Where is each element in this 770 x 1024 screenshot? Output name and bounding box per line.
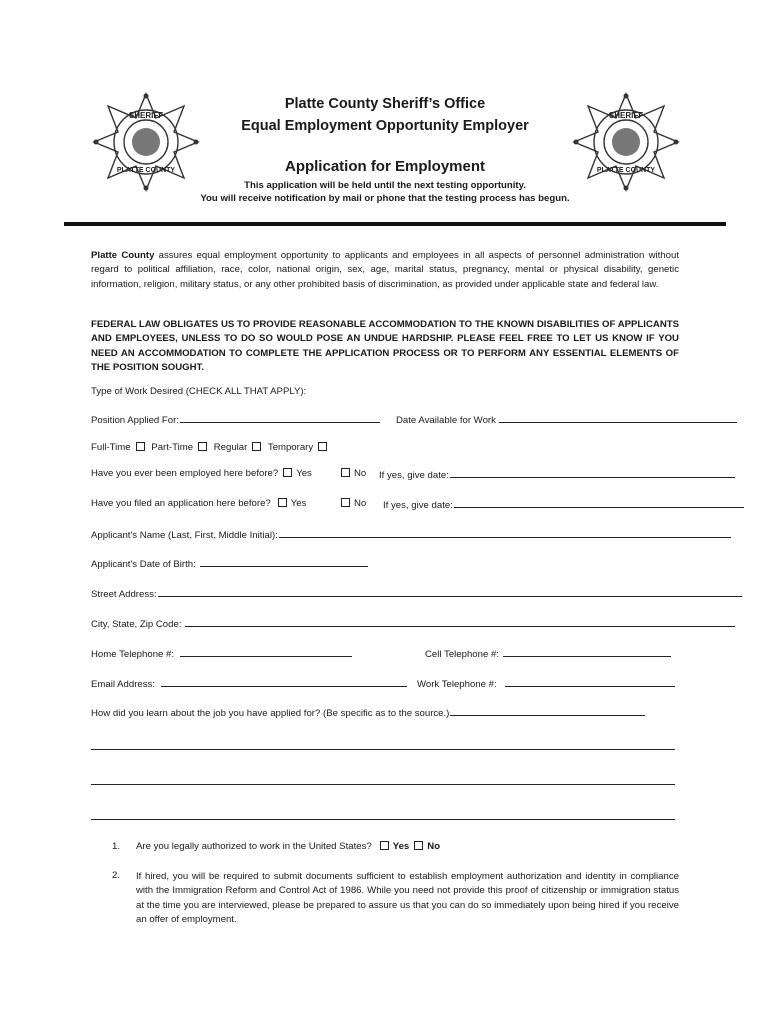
federal-law-notice: FEDERAL LAW OBLIGATES US TO PROVIDE REASONABLE ACCOMMODATION TO THE KNOWN DISABILITIES OF APPLICANTS AND EMPLOYEES, UNLESS TO DO SO WOULD POSE AN UNDUE HARDSHIP. PLEASE FEEL FREE TO LET US KNOW IF YOU NEED AN ACCOMMODATION TO COMPLETE THE APPLICATION PROCESS OR TO PERFORM ANY ESSENTIAL ELEMENTS OF THE POSITION SOUGHT. [91, 319, 679, 374]
employed-no-checkbox[interactable] [341, 468, 350, 477]
answer-line-1[interactable] [91, 749, 675, 750]
date-available-input[interactable] [499, 413, 737, 423]
temporary-checkbox[interactable] [318, 442, 327, 451]
badge-bottom-text: PLATTE COUNTY [116, 167, 176, 174]
office-name: Platte County Sheriff’s Office [284, 96, 486, 112]
how-learned-label: How did you learn about the job you have applied for? (Be specific as to the source.) [91, 708, 450, 719]
applicant-name-label: Applicant's Name (Last, First, Middle Initial): [91, 530, 278, 541]
city-state-zip-input[interactable] [185, 617, 735, 627]
notification-note: You will receive notification by mail or phone that the testing process has begun. [200, 193, 570, 204]
filed-yes-checkbox[interactable] [278, 498, 287, 507]
type-of-work-label: Type of Work Desired (CHECK ALL THAT APPLY): [91, 386, 307, 397]
how-learned-input[interactable] [450, 706, 645, 716]
question-1-text: Are you legally authorized to work in the United States? [136, 841, 372, 852]
home-phone-input[interactable] [180, 647, 352, 657]
filed-date-input[interactable] [454, 498, 744, 508]
position-label: Position Applied For: [91, 415, 179, 426]
badge-bottom-text: PLATTE COUNTY [596, 167, 656, 174]
employed-yes-checkbox[interactable] [283, 468, 292, 477]
badge-top-text: SHERIFF [608, 111, 644, 120]
question-2-text: If hired, you will be required to submit documents sufficient to establish employment authorization and identity in compliance with the Immigration Reform and Control Act of 1986. While you need not provide this proof of citizenship or immigration status at the time you are interviewed, please be prepared to assure us that you can do so immediately upon being hired if you receive an offer of employment. [136, 871, 679, 926]
filed-no-checkbox[interactable] [341, 498, 350, 507]
filed-yes-label: Yes [290, 498, 307, 509]
street-address-input[interactable] [158, 587, 742, 597]
dob-label: Applicant's Date of Birth: [91, 559, 196, 570]
regular-checkbox[interactable] [252, 442, 261, 451]
part-time-label: Part-Time [151, 442, 194, 453]
header-divider [64, 222, 726, 226]
authorized-no-checkbox[interactable] [414, 841, 423, 850]
policy-text: assures equal employment opportunity to applicants and employees in all aspects of personnel administration without regard to political affiliation, race, color, national origin, sex, age, marital status, pregnancy, mental or physical disability, genetic information, religion, military status, or any other prohibited basis of discrimination, as provided under applicable state and federal law. [91, 250, 679, 290]
city-state-zip-label: City, State, Zip Code: [91, 619, 182, 630]
employed-before-label: Have you ever been employed here before? [91, 468, 279, 479]
work-phone-input[interactable] [505, 677, 675, 687]
employed-date-input[interactable] [450, 468, 735, 478]
filed-date-label: If yes, give date: [383, 500, 453, 511]
question-1-number: 1. [112, 841, 121, 852]
county-name: Platte County [91, 250, 155, 261]
authorized-yes-label: Yes [392, 841, 410, 852]
regular-label: Regular [213, 442, 248, 453]
full-time-label: Full-Time [91, 442, 131, 453]
eeo-policy-paragraph [91, 249, 679, 292]
temporary-label: Temporary [267, 442, 314, 453]
street-address-label: Street Address: [91, 589, 157, 600]
email-label: Email Address: [91, 679, 155, 690]
employed-no-label: No [354, 468, 367, 479]
question-2-number: 2. [112, 870, 121, 881]
page-title: Application for Employment [284, 158, 485, 175]
full-time-checkbox[interactable] [136, 442, 145, 451]
employed-date-label: If yes, give date: [379, 470, 449, 481]
home-phone-label: Home Telephone #: [91, 649, 175, 660]
cell-phone-label: Cell Telephone #: [425, 649, 499, 660]
dob-input[interactable] [200, 557, 368, 567]
applicant-name-input[interactable] [279, 528, 731, 538]
cell-phone-input[interactable] [503, 647, 671, 657]
position-input[interactable] [180, 413, 380, 423]
date-available-label: Date Available for Work [396, 415, 496, 426]
authorized-no-label: No [427, 841, 441, 852]
work-phone-label: Work Telephone #: [417, 679, 497, 690]
authorized-yes-checkbox[interactable] [380, 841, 389, 850]
answer-line-2[interactable] [91, 784, 675, 785]
employed-yes-label: Yes [296, 468, 312, 479]
email-input[interactable] [161, 677, 407, 687]
part-time-checkbox[interactable] [198, 442, 207, 451]
filed-no-label: No [354, 498, 367, 509]
filed-before-label: Have you filed an application here before? [91, 498, 271, 509]
holding-note: This application will be held until the next testing opportunity. [244, 180, 526, 191]
answer-line-3[interactable] [91, 819, 675, 820]
eeo-heading: Equal Employment Opportunity Employer [241, 118, 529, 134]
badge-top-text: SHERIFF [128, 111, 164, 120]
